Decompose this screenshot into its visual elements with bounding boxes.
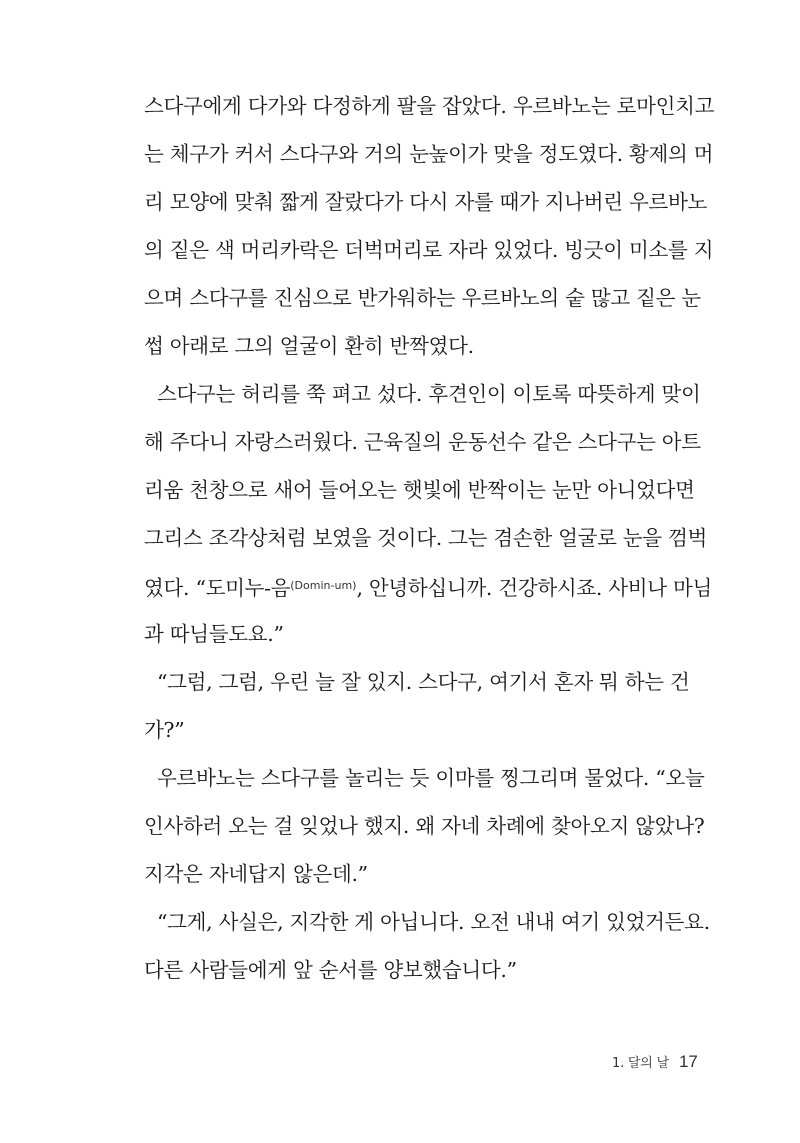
text-line: 인사하러 오는 걸 잊었나 했지. 왜 자네 차례에 찾아오지 않았나? [144,814,705,838]
page-number: 17 [678,1052,698,1071]
text-line: 스다구는 허리를 쭉 펴고 섰다. 후견인이 이토록 따뜻하게 맞이 [157,382,701,406]
text-line: 과 따님들도요.” [144,622,284,646]
text-line: 해 주다니 자랑스러웠다. 근육질의 운동선수 같은 스다구는 아트 [144,430,701,454]
page-body [144,86,715,998]
text-line: “그게, 사실은, 지각한 게 아닙니다. 오전 내내 여기 있었거든요. [157,910,710,934]
text-line: 는 체구가 커서 스다구와 거의 눈높이가 맞을 정도였다. 황제의 머 [144,142,714,166]
text-line: 지각은 자네답지 않은데.” [144,862,368,886]
text-line: “그럼, 그럼, 우린 늘 잘 있지. 스다구, 여기서 혼자 뭐 하는 건 [157,670,690,694]
text-fragment: 였다. “도미누-음 [144,576,291,600]
text-line: 리움 천창으로 새어 들어오는 햇빛에 반짝이는 눈만 아니었다면 [144,478,695,502]
text-line: 가?” [144,718,185,742]
text-line: 리 모양에 맞춰 짧게 잘랐다가 다시 자를 때가 지나버린 우르바노 [144,190,708,214]
text-line: 스다구에게 다가와 다정하게 팔을 잡았다. 우르바노는 로마인치고 [144,94,715,118]
text-line: 그리스 조각상처럼 보였을 것이다. 그는 겸손한 얼굴로 눈을 껌벅 [144,526,708,550]
text-line: 의 짙은 색 머리카락은 더벅머리로 자라 있었다. 빙긋이 미소를 지 [144,238,714,262]
text-line: 썹 아래로 그의 얼굴이 환히 반짝였다. [144,334,474,358]
text-line: 다른 사람들에게 앞 순서를 양보했습니다.” [144,958,517,982]
text-line: 으며 스다구를 진심으로 반가워하는 우르바노의 숱 많고 짙은 눈 [144,286,701,310]
chapter-title: 1. 달의 날 [612,1056,669,1071]
text-fragment: , 안녕하십니까. 건강하시죠. 사비나 마님 [356,576,713,600]
pronunciation-annotation: (Domin-um) [290,579,357,592]
text-line: 우르바노는 스다구를 놀리는 듯 이마를 찡그리며 물었다. “오늘 [157,766,705,790]
text-line-with-annotation [144,566,713,614]
page-footer [612,1052,698,1088]
